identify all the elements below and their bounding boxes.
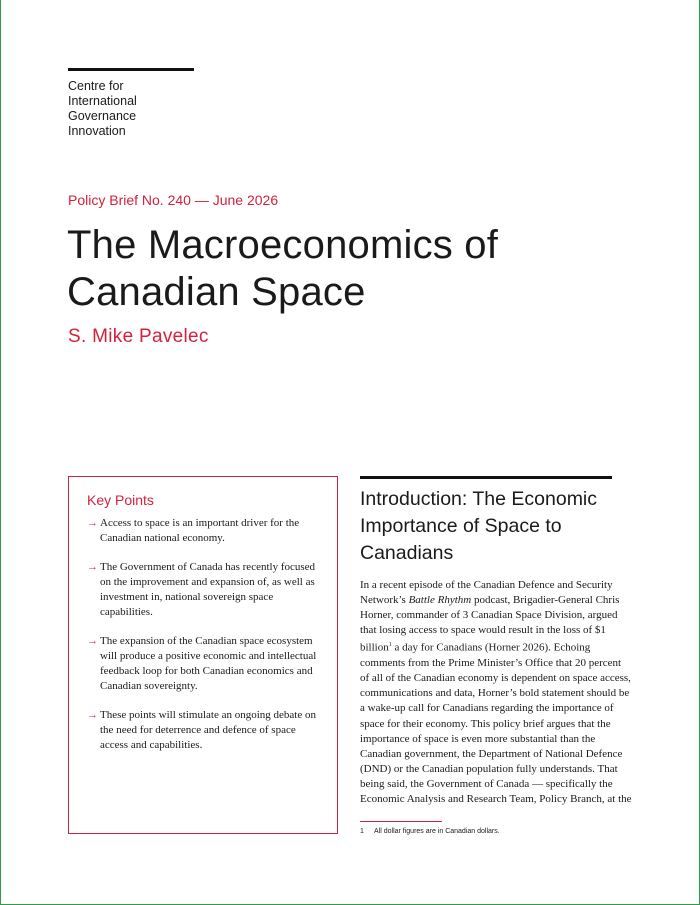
title-line1: The Macroeconomics of — [67, 223, 499, 267]
section-title-line2: Importance of Space to — [360, 515, 562, 537]
arrow-right-icon: → — [87, 709, 98, 721]
key-point-item — [87, 560, 321, 620]
key-point-text: These points will stimulate an ongoing debate on the need for deterrence and defence of space access and capabilities. — [100, 709, 316, 751]
paragraph-part2: podcast, Brigadier-General Chris Horner, commander of 3 Canadian Space Division, argued that losing access to space would result in the loss of $1 billion — [360, 594, 620, 655]
page-border-left — [0, 0, 1, 905]
section-rule — [360, 476, 612, 479]
section-title-line1: Introduction: The Economic — [360, 488, 598, 510]
key-point-text: The expansion of the Canadian space ecosystem will produce a positive economic and intellectual feedback loop for both Canadian economics and Canadian sovereignty. — [100, 635, 317, 692]
page-title — [67, 222, 587, 316]
intro-paragraph — [360, 578, 632, 807]
author-name: S. Mike Pavelec — [68, 326, 209, 347]
paragraph-part3: a day for Canadians (Horner 2026). Echoing comments from the Prime Minister’s Office that 20 percent of all of the Canadian economy is dependent on space access, communications and data, Horner’s bold statement should be a wake-up call for Canadians regarding the importance of space for their economy. This policy brief argues that the importance of space is even more substantial than the Canadian government, the Department of National Defence (DND) or the Canadian population fully understands. That being said, the Government of Canada — specifically the Economic Analysis and Research Team, Policy Branch, at the — [360, 642, 632, 805]
logo-bar — [68, 68, 194, 71]
key-point-text: Access to space is an important driver for the Canadian national economy. — [100, 517, 300, 544]
series-label: Policy Brief No. 240 — June 2026 — [68, 192, 279, 208]
arrow-right-icon: → — [87, 635, 98, 647]
key-point-item — [87, 634, 321, 694]
key-points-heading: Key Points — [87, 492, 154, 508]
key-point-text: The Government of Canada has recently focused on the improvement and expansion of, as well as investment in, national sovereign space capabilities. — [100, 561, 316, 618]
title-line2: Canadian Space — [67, 270, 366, 314]
footnote-number: 1 — [360, 828, 364, 835]
arrow-right-icon: → — [87, 561, 98, 573]
org-name-line1: Centre for International — [68, 79, 137, 108]
footnote — [360, 828, 500, 835]
org-name-line2: Governance Innovation — [68, 109, 137, 138]
section-title-line3: Canadians — [360, 542, 454, 564]
podcast-name: Battle Rhythm — [408, 594, 472, 607]
paragraph-part1: In a recent episode of the Canadian Defence and Security Network’s — [360, 579, 613, 607]
key-point-item — [87, 516, 321, 546]
key-points-box — [68, 476, 338, 834]
section-title — [360, 486, 630, 567]
arrow-right-icon: → — [87, 517, 98, 529]
footnote-ref[interactable]: 1 — [388, 642, 392, 649]
footnote-rule — [360, 821, 442, 822]
footnote-text: All dollar figures are in Canadian dollars. — [374, 828, 500, 835]
key-point-item — [87, 708, 321, 753]
org-logo — [68, 68, 194, 139]
